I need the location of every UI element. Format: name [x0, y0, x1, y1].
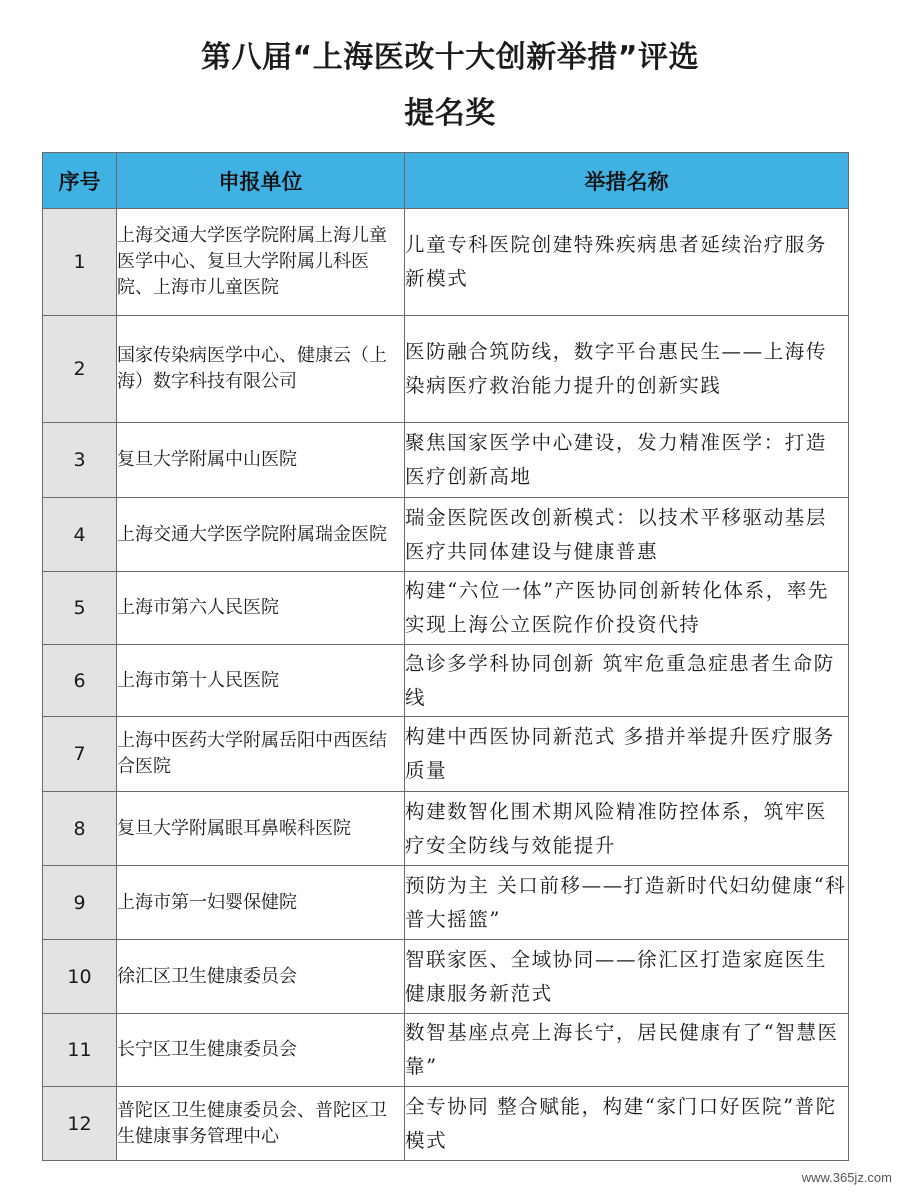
table-row [43, 498, 849, 572]
header-organization: 申报单位 [117, 153, 405, 209]
row-measure-name: 儿童专科医院创建特殊疾病患者延续治疗服务新模式 [405, 209, 849, 316]
row-measure-name: 医防融合筑防线，数字平台惠民生——上海传染病医疗救治能力提升的创新实践 [405, 316, 849, 423]
row-measure-name: 构建数智化围术期风险精准防控体系，筑牢医疗安全防线与效能提升 [405, 792, 849, 866]
nomination-table [42, 152, 849, 1161]
row-index: 5 [43, 572, 117, 645]
row-index: 1 [43, 209, 117, 316]
table-row [43, 1087, 849, 1161]
page-subtitle: 提名奖 [404, 96, 496, 131]
row-index: 11 [43, 1014, 117, 1087]
row-organization: 上海市第一妇婴保健院 [117, 866, 405, 940]
page-title: 第八届“上海医改十大创新举措”评选 [201, 40, 699, 75]
row-organization: 上海交通大学医学院附属上海儿童医学中心、复旦大学附属儿科医院、上海市儿童医院 [117, 209, 405, 316]
table-row [43, 645, 849, 717]
row-index: 3 [43, 423, 117, 498]
row-index: 10 [43, 940, 117, 1014]
row-organization: 上海中医药大学附属岳阳中西医结合医院 [117, 717, 405, 792]
header-measure-name: 举措名称 [405, 153, 849, 209]
row-index: 8 [43, 792, 117, 866]
row-index: 7 [43, 717, 117, 792]
table-header-row [43, 153, 849, 209]
row-organization: 徐汇区卫生健康委员会 [117, 940, 405, 1014]
row-measure-name: 预防为主 关口前移——打造新时代妇幼健康“科普大摇篮” [405, 866, 849, 940]
table-row [43, 717, 849, 792]
row-index: 9 [43, 866, 117, 940]
row-organization: 上海交通大学医学院附属瑞金医院 [117, 498, 405, 572]
row-organization: 上海市第十人民医院 [117, 645, 405, 717]
row-organization: 普陀区卫生健康委员会、普陀区卫生健康事务管理中心 [117, 1087, 405, 1161]
row-organization: 国家传染病医学中心、健康云（上海）数字科技有限公司 [117, 316, 405, 423]
table-row [43, 423, 849, 498]
site-watermark: www.365jz.com [801, 1170, 892, 1185]
table-row [43, 866, 849, 940]
row-measure-name: 瑞金医院医改创新模式：以技术平移驱动基层医疗共同体建设与健康普惠 [405, 498, 849, 572]
row-organization: 上海市第六人民医院 [117, 572, 405, 645]
row-index: 2 [43, 316, 117, 423]
row-measure-name: 聚焦国家医学中心建设，发力精准医学：打造医疗创新高地 [405, 423, 849, 498]
row-measure-name: 智联家医、全域协同——徐汇区打造家庭医生健康服务新范式 [405, 940, 849, 1014]
table-row [43, 209, 849, 316]
table-row [43, 316, 849, 423]
row-organization: 复旦大学附属眼耳鼻喉科医院 [117, 792, 405, 866]
table-row [43, 572, 849, 645]
table-row [43, 792, 849, 866]
row-index: 12 [43, 1087, 117, 1161]
row-measure-name: 急诊多学科协同创新 筑牢危重急症患者生命防线 [405, 645, 849, 717]
row-organization: 复旦大学附属中山医院 [117, 423, 405, 498]
row-measure-name: 全专协同 整合赋能，构建“家门口好医院”普陀模式 [405, 1087, 849, 1161]
row-index: 6 [43, 645, 117, 717]
row-measure-name: 构建“六位一体”产医协同创新转化体系，率先实现上海公立医院作价投资代持 [405, 572, 849, 645]
table-row [43, 940, 849, 1014]
row-measure-name: 数智基座点亮上海长宁，居民健康有了“智慧医靠” [405, 1014, 849, 1087]
row-organization: 长宁区卫生健康委员会 [117, 1014, 405, 1087]
row-index: 4 [43, 498, 117, 572]
row-measure-name: 构建中西医协同新范式 多措并举提升医疗服务质量 [405, 717, 849, 792]
table-row [43, 1014, 849, 1087]
header-index: 序号 [43, 153, 117, 209]
